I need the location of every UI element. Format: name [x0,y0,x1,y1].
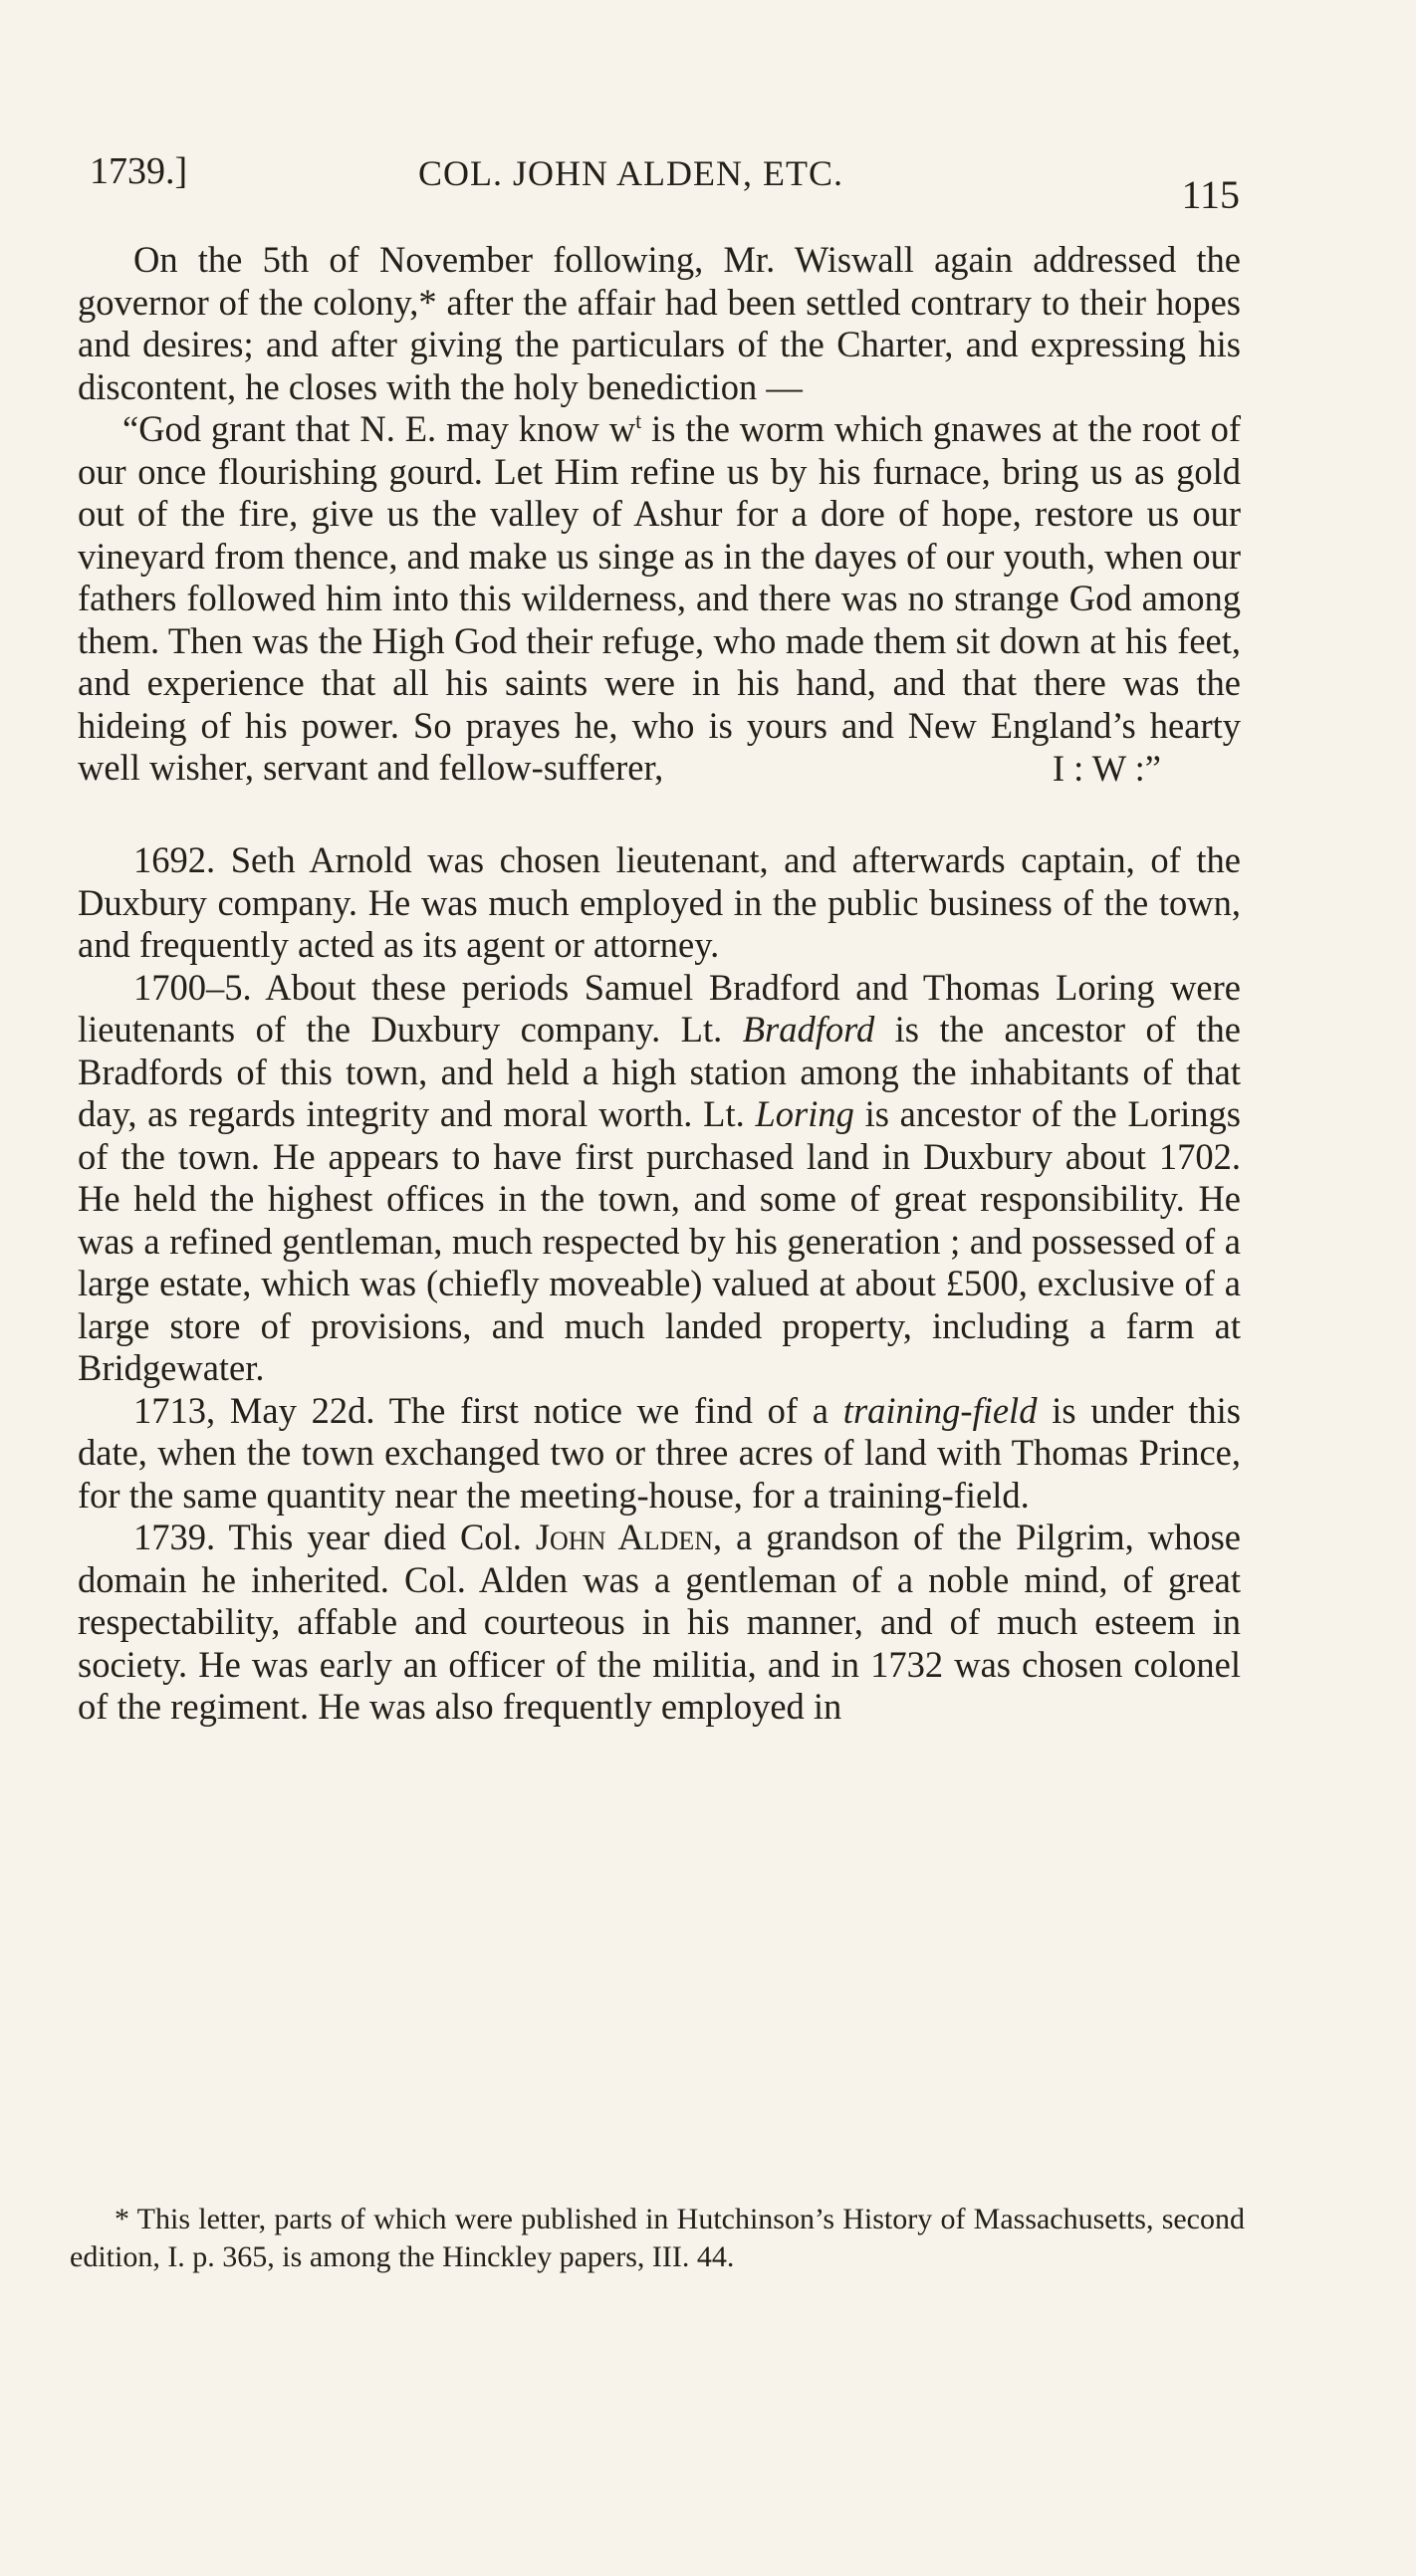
p1700-text-a: 1700–5. About these periods Samuel Bradford and Thomas Loring were lieutenants of the Duxbury company. Lt. [78,966,1241,1050]
section-gap [78,790,1241,839]
p1700-text-c: is ancestor of the Lorings of the town. He appears to have first purchased land in Duxbury about 1702. He held the highest offices in the town, and some of great responsibility. He was a refined gentleman, much respected by his generation ; and possessed of a large estate, which was (chiefly moveable) valued at about £500, exclusive of a large store of provisions, and much landed property, including a farm at Bridgewater. [78,1093,1241,1388]
footnote [70,2201,1245,2276]
page-number: 115 [1181,172,1240,217]
p1739-text-a: 1739. This year died Col. [133,1517,536,1557]
name-bradford: Bradford [742,1009,875,1050]
header-year: 1739.] [90,150,188,192]
p1713-text-b: is under this date, when the town exchanged two or three acres of land with Thomas Prince, for the same quantity near the meeting-house, for a training-field. [78,1389,1241,1516]
name-loring: Loring [755,1093,854,1134]
paragraph-1700 [78,967,1241,1390]
p1700-text-b: is the ancestor of the Bradfords of this town, and held a high station among the inhabitants of that day, as regards integrity and moral worth. Lt. [78,1009,1241,1134]
header-title: COL. JOHN ALDEN, ETC. [418,153,843,193]
footnote-text: * This letter, parts of which were published in Hutchinson’s History of Massachusetts, second edition, I. p. 365, is among the Hinckley papers, III. 44. [70,2203,1245,2273]
paragraph-1692: 1692. Seth Arnold was chosen lieutenant, and afterwards captain, of the Duxbury company. He was much employed in the public business of the town, and frequently acted as its agent or attorney. [78,839,1241,965]
paragraph-1739 [78,1517,1241,1729]
body-text [78,239,1241,1729]
paragraph-1713 [78,1390,1241,1518]
quote-text-start: “God grant that N. E. may know w [122,408,636,449]
p1713-text-a: 1713, May 22d. The first notice we find of a [133,1389,843,1431]
paragraph-wiswall: On the 5th of November following, Mr. Wiswall again addressed the governor of the colony,* after the affair had been settled contrary to their hopes and desires; and after giving the particulars of the Charter, and expressing his discontent, he closes with the holy benediction — [78,239,1241,407]
term-training-field: training-field [842,1389,1038,1431]
quote-text-rest: is the worm which gnawes at the root of our once flourishing gourd. Let Him refine us by his furnace, bring us as gold out of the fire, give us the valley of Ashur for a dore of hope, restore us our vineyard from thence, and make us singe as in the dayes of our youth, when our fathers followed him into this wilderness, and there was no strange God among them. Then was the High God their refuge, who made them sit down at his feet, and experience that all his saints were in his hand, and that there was the hideing of his power. So prayes he, who is yours and New England’s hearty well wisher, servant and fellow-sufferer, [78,408,1241,788]
quotation-benediction [78,408,1241,790]
quote-signature: I : W :” [1052,747,1161,789]
name-john-alden: John Alden [535,1517,713,1557]
running-header [90,149,1240,219]
p1739-text-b: , a grandson of the Pilgrim, whose domain he inherited. Col. Alden was a gentleman of a noble mind, of great respectability, affable and courteous in his manner, and of much esteem in society. He was early an officer of the militia, and in 1732 was chosen colonel of the regiment. He was also frequently employed in [78,1517,1241,1727]
quote-superscript: t [635,407,642,433]
